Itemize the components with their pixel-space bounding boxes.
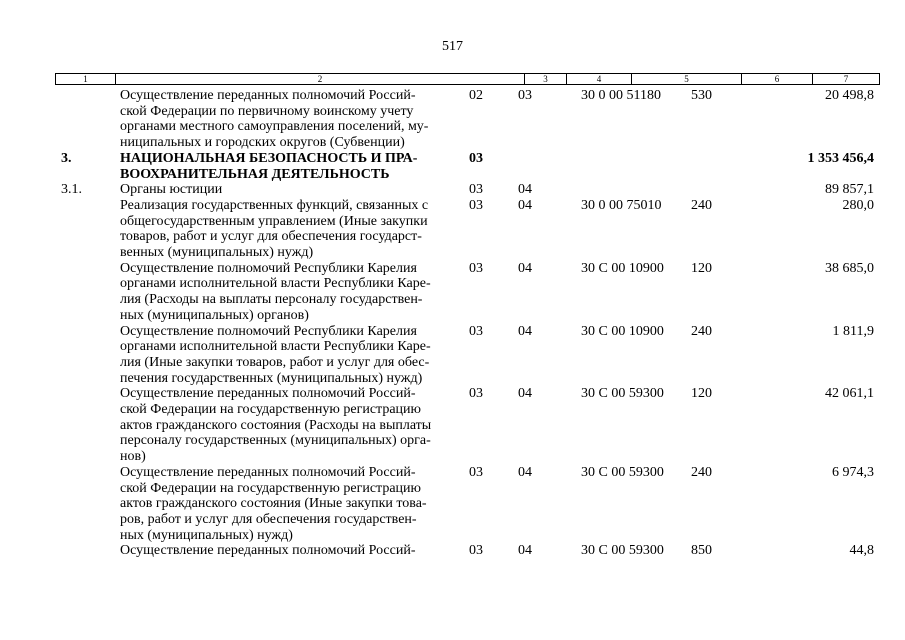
header-col-3: 3 (543, 74, 548, 84)
row-description-line: ров, работ и услуг для обеспечения государствен- (120, 511, 417, 527)
row-description-line: товаров, работ и услуг для обеспечения государст- (120, 229, 422, 245)
subsection-code: 04 (518, 197, 532, 213)
section-code: 03 (469, 182, 483, 198)
amount: 1 811,9 (832, 323, 874, 339)
row-description-line: ВООХРАНИТЕЛЬНАЯ ДЕЯТЕЛЬНОСТЬ (120, 166, 390, 182)
amount: 20 498,8 (825, 88, 874, 103)
header-col-1: 1 (83, 74, 88, 84)
subsection-code: 04 (518, 464, 532, 480)
section-code: 03 (469, 464, 483, 480)
page-number: 517 (442, 39, 463, 54)
subsection-code: 04 (518, 182, 532, 198)
section-code: 03 (469, 386, 483, 402)
row-description-line: Реализация государственных функций, связанных с (120, 197, 429, 213)
amount: 38 685,0 (825, 260, 874, 276)
row-description-line: органами исполнительной власти Республики Каре- (120, 339, 431, 355)
expense-type-code: 240 (691, 323, 712, 339)
amount: 1 353 456,4 (807, 150, 874, 166)
section-code: 03 (469, 543, 483, 559)
target-article-code: 30 С 00 59300 (581, 464, 664, 480)
row-description-line: ской Федерации на государственную регистрацию (120, 480, 421, 496)
expense-type-code: 240 (691, 197, 712, 213)
subsection-code: 04 (518, 323, 532, 339)
row-description-line: актов гражданского состояния (Расходы на выплаты (120, 417, 432, 433)
row-description-line: актов гражданского состояния (Иные закупки това- (120, 496, 427, 512)
row-description-line: органами местного самоуправления поселений, му- (120, 119, 429, 135)
section-code: 03 (469, 150, 483, 166)
expense-type-code: 120 (691, 260, 712, 276)
section-code: 03 (469, 260, 483, 276)
target-article-code: 30 С 00 10900 (581, 260, 664, 276)
row-description-line: Осуществление переданных полномочий Россий- (120, 88, 416, 103)
header-col-7: 7 (843, 74, 849, 84)
target-article-code: 30 0 00 51180 (581, 88, 661, 103)
table-header (55, 73, 880, 85)
section-code: 03 (469, 197, 483, 213)
expense-type-code: 530 (691, 88, 712, 103)
row-description-line: Осуществление полномочий Республики Карелия (120, 260, 417, 276)
target-article-code: 30 С 00 59300 (581, 543, 664, 559)
amount: 89 857,1 (825, 182, 874, 198)
header-col-2: 2 (317, 74, 323, 84)
row-description-line: ных (муниципальных) органов) (120, 307, 309, 323)
row-description-line: венных (муниципальных) нужд) (120, 245, 314, 260)
row-description-line: Осуществление переданных полномочий Россий- (120, 543, 416, 559)
row-description-line: Осуществление переданных полномочий Россий- (120, 386, 416, 402)
row-description-line: общегосударственным управлением (Иные закупки (120, 213, 428, 229)
row-description-line: ных (муниципальных) нужд) (120, 527, 293, 543)
row-description-line: персоналу государственных (муниципальных) орга- (120, 433, 431, 449)
subsection-code: 04 (518, 260, 532, 276)
row-description-line: печения государственных (муниципальных) нужд) (120, 370, 423, 386)
row-description-line: ниципальных и городских округов (Субвенции) (120, 135, 405, 151)
subsection-code: 04 (518, 543, 532, 559)
subsection-code: 04 (518, 386, 532, 402)
target-article-code: 30 С 00 59300 (581, 386, 664, 402)
row-description-line: нов) (120, 449, 146, 465)
expense-type-code: 240 (691, 464, 712, 480)
row-number: 3. (61, 150, 72, 166)
amount: 42 061,1 (825, 386, 874, 402)
expense-type-code: 120 (691, 386, 712, 402)
amount: 280,0 (842, 197, 874, 213)
row-description-line: лия (Иные закупки товаров, работ и услуг для обес- (120, 354, 430, 370)
target-article-code: 30 С 00 10900 (581, 323, 664, 339)
header-col-6: 6 (774, 74, 780, 84)
section-code: 02 (469, 88, 483, 103)
amount: 6 974,3 (832, 464, 874, 480)
amount: 44,8 (849, 543, 874, 559)
row-description-line: Осуществление переданных полномочий Россий- (120, 464, 416, 480)
row-description-line: лия (Расходы на выплаты персоналу государствен- (120, 292, 423, 308)
header-col-4: 4 (596, 74, 602, 84)
target-article-code: 30 0 00 75010 (581, 197, 662, 213)
header-col-5: 5 (684, 74, 689, 84)
section-code: 03 (469, 323, 483, 339)
subsection-code: 03 (518, 88, 532, 103)
expense-type-code: 850 (691, 543, 712, 559)
row-number: 3.1. (61, 182, 82, 198)
row-description-line: ской Федерации на государственную регистрацию (120, 402, 421, 417)
row-description-line: НАЦИОНАЛЬНАЯ БЕЗОПАСНОСТЬ И ПРА- (120, 150, 418, 166)
row-description-line: Осуществление полномочий Республики Карелия (120, 323, 417, 339)
row-description-line: Органы юстиции (120, 182, 223, 198)
row-description-line: органами исполнительной власти Республики Каре- (120, 276, 431, 292)
row-description-line: ской Федерации по первичному воинскому учету (120, 103, 414, 119)
